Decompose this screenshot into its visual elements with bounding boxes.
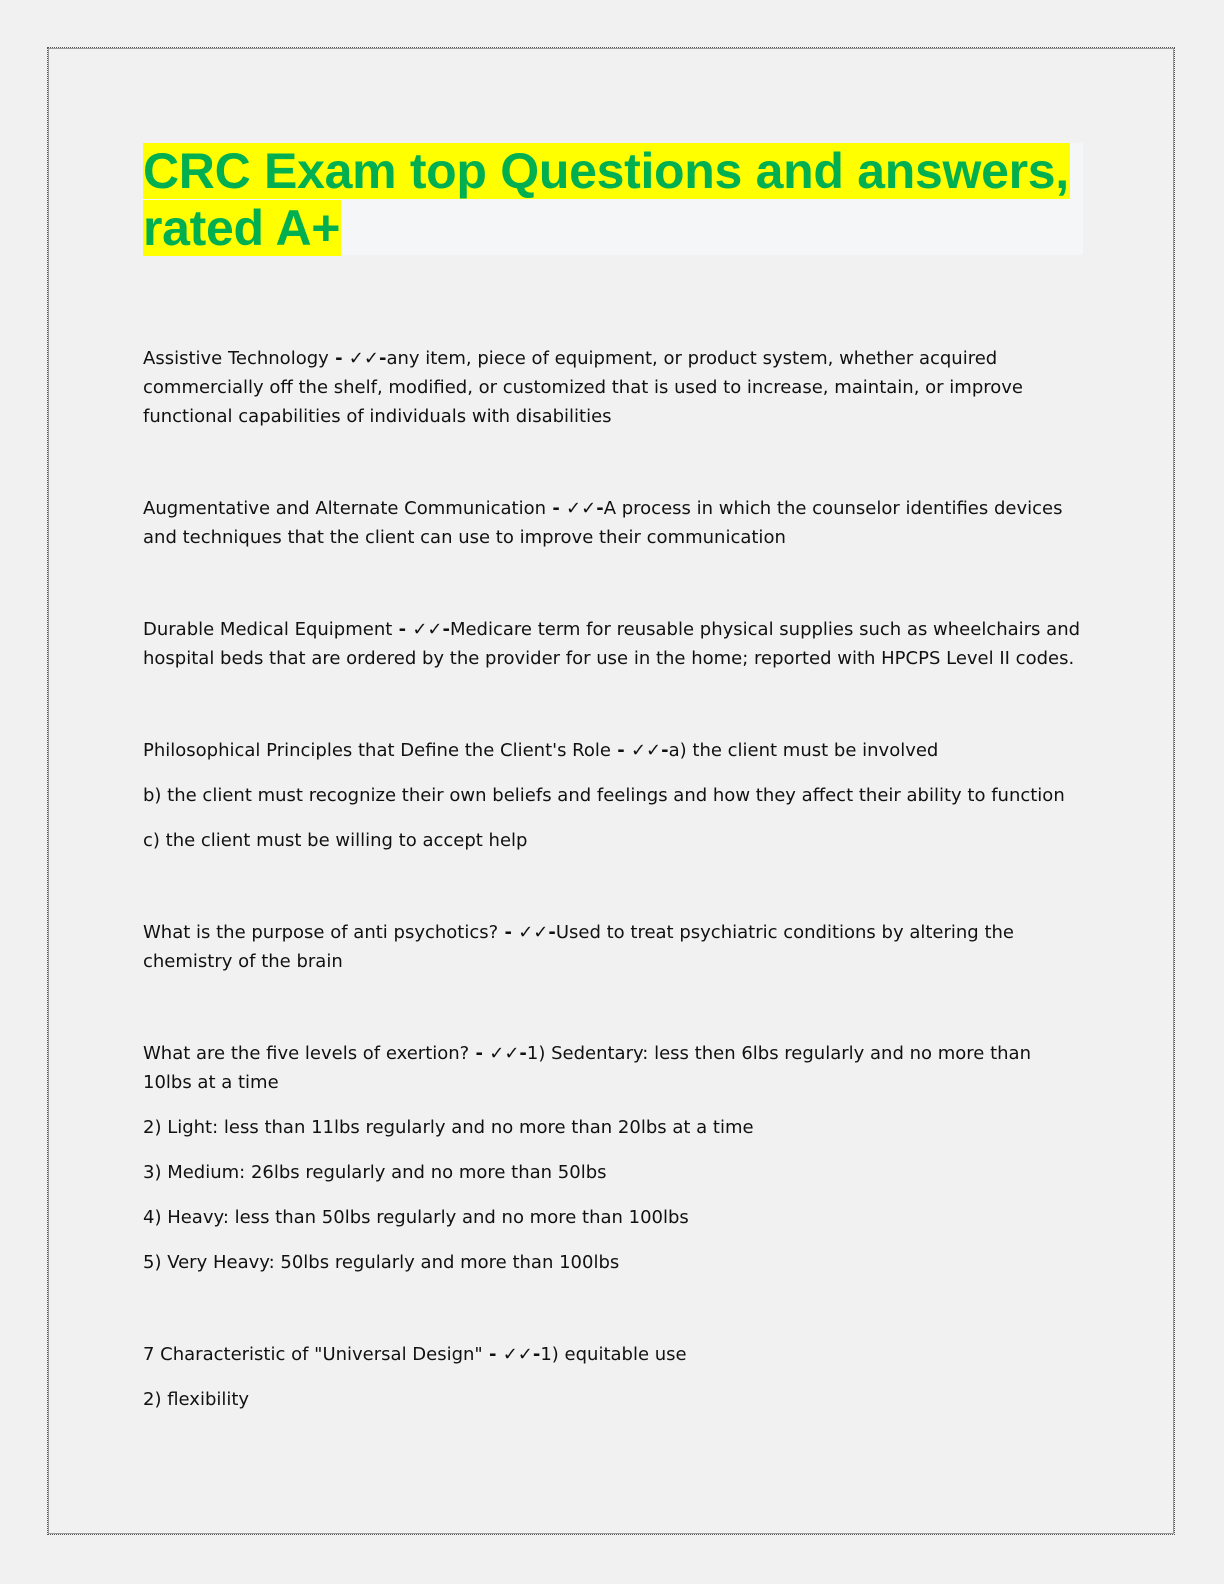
qa-term: Augmentative and Alternate Communication [143,498,547,519]
qa-entry [143,615,1083,673]
qa-subline: b) the client must recognize their own beliefs and feelings and how they affect their ability to function [143,785,1065,806]
qa-subline: 2) flexibility [143,1389,250,1410]
qa-answer: Medicare term for reusable physical supplies such as wheelchairs and hospital beds that are ordered by the provider for use in the home; reported with HPCPS Level II codes. [143,619,1081,669]
title-block [143,143,1083,255]
qa-entry [143,344,1083,431]
qa-answer: any item, piece of equipment, or product system, whether acquired commercially off the shelf, modified, or customized that is used to increase, maintain, or improve functional capabilities of individuals with disabilities [143,348,1023,427]
qa-term: Assistive Technology [143,348,329,369]
qa-paragraph [143,615,1083,673]
qa-paragraph [143,1039,1083,1097]
qa-term: What is the purpose of anti psychotics? [143,922,499,943]
qa-entry [143,1340,1083,1414]
qa-subline: c) the client must be willing to accept help [143,830,528,851]
qa-entry [143,736,1083,855]
qa-answer: Used to treat psychiatric conditions by altering the chemistry of the brain [143,922,1014,972]
qa-paragraph [143,494,1083,552]
qa-subline: 4) Heavy: less than 50lbs regularly and no more than 100lbs [143,1207,689,1228]
title-line-1: CRC Exam top Questions and answers, [143,143,1069,199]
qa-term: 7 Characteristic of "Universal Design" [143,1344,483,1365]
check-separator: - ✓✓- [546,498,604,519]
check-separator: - ✓✓- [610,740,669,761]
page-title [143,143,1083,257]
qa-answer: a) the client must be involved [668,740,939,761]
qa-subline: 5) Very Heavy: 50lbs regularly and more than 100lbs [143,1252,620,1273]
qa-paragraph [143,1340,1083,1369]
title-line-2: rated A+ [143,200,341,256]
check-separator: - ✓✓- [392,619,450,640]
qa-content [143,344,1083,1414]
qa-subline: 3) Medium: 26lbs regularly and no more than 50lbs [143,1162,607,1183]
qa-answer: A process in which the counselor identifies devices and techniques that the client can use to improve their communication [143,498,1063,548]
qa-paragraph [143,918,1083,976]
qa-entry [143,918,1083,976]
qa-subline: 2) Light: less than 11lbs regularly and no more than 20lbs at a time [143,1117,754,1138]
qa-answer: 1) Sedentary: less then 6lbs regularly and no more than 10lbs at a time [143,1043,1031,1093]
check-separator: - ✓✓- [469,1043,527,1064]
qa-entry [143,494,1083,552]
qa-entry [143,1039,1083,1277]
check-separator: - ✓✓- [328,348,387,369]
qa-answer: 1) equitable use [540,1344,687,1365]
qa-paragraph [143,344,1083,431]
check-separator: - ✓✓- [482,1344,541,1365]
qa-term: Philosophical Principles that Define the Client's Role [143,740,611,761]
qa-term: Durable Medical Equipment [143,619,393,640]
check-separator: - ✓✓- [498,922,556,943]
qa-term: What are the five levels of exertion? [143,1043,470,1064]
qa-paragraph [143,736,1083,765]
